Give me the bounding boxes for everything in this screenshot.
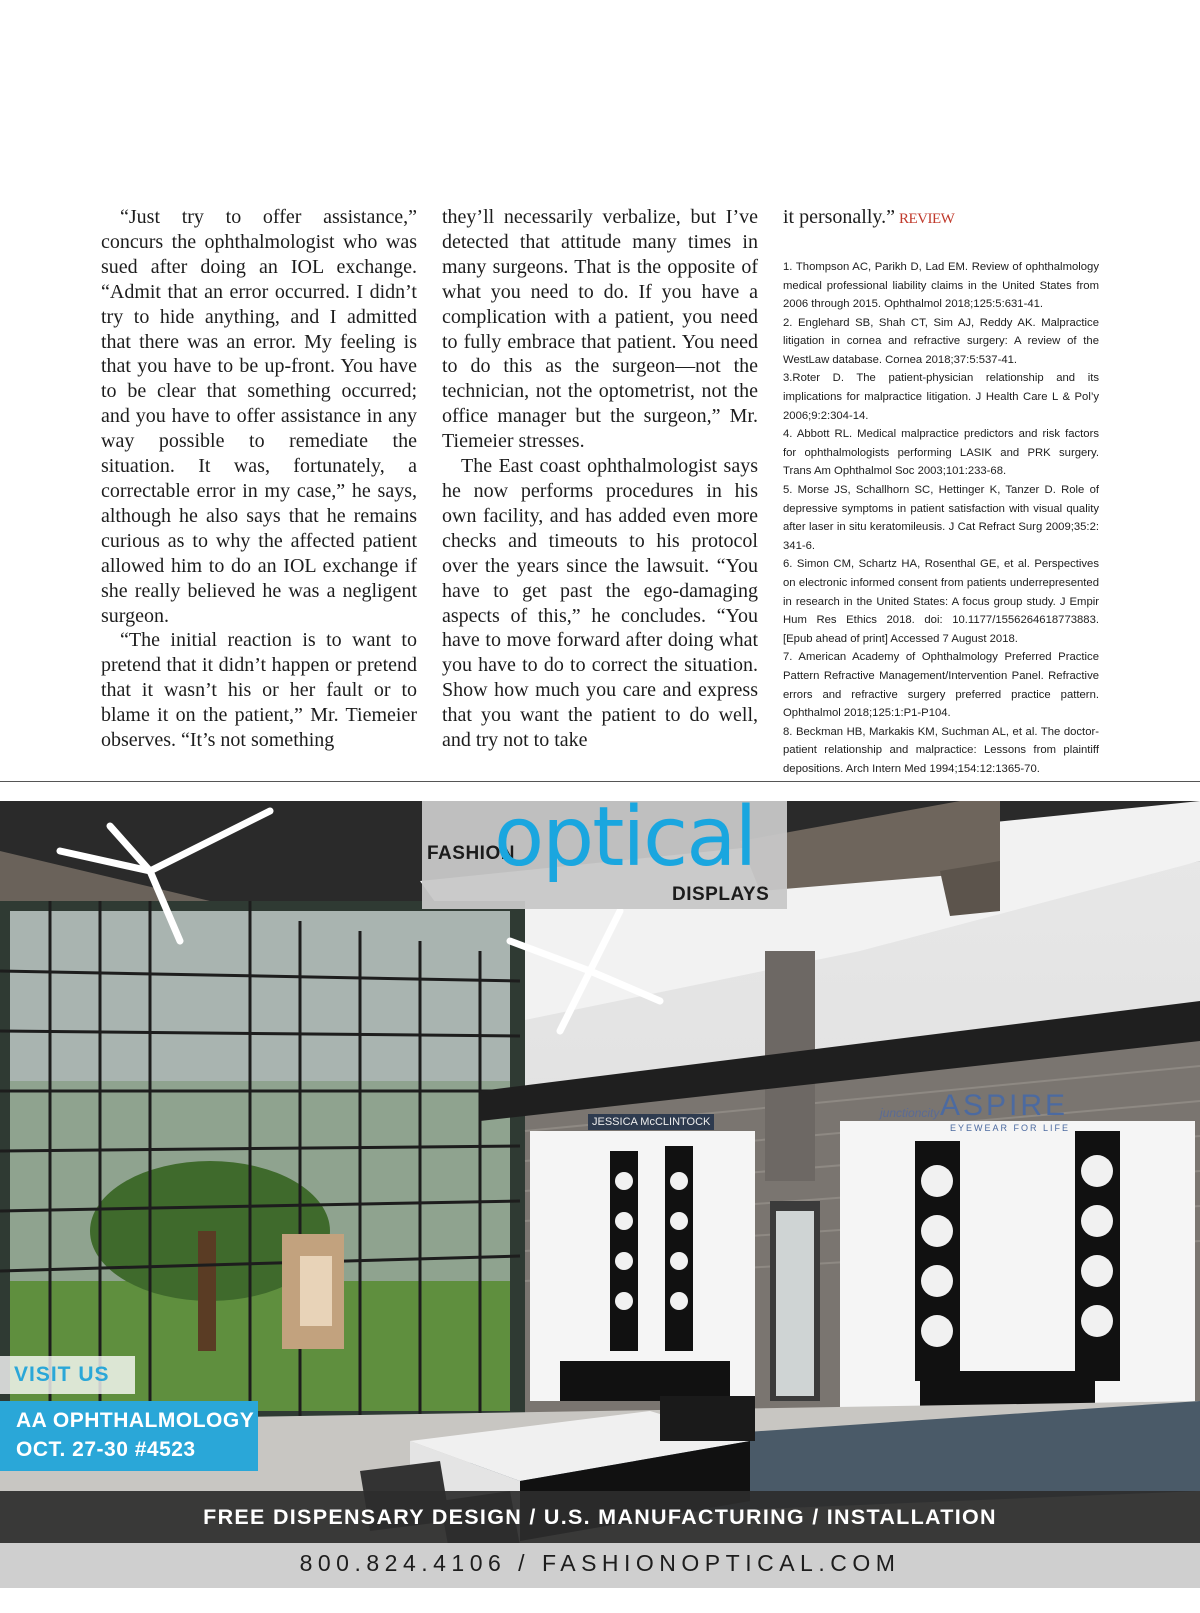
article-column-3 <box>783 205 1099 779</box>
contact-band[interactable] <box>0 1543 1200 1588</box>
paragraph: “The initial reaction is to want to pretend that it didn’t happen or pretend that it wasn’t his or her fault or to blame it on the patient,” Mr. Tiemeier observes. “It’s not something <box>101 629 417 752</box>
reference-item: 6. Simon CM, Schartz HA, Rosenthal GE, et al. Perspectives on electronic informed consent from patients underrepresented in research in the United States: A focus group study. J Empir Hum Res Ethics 2018. doi: 10.1177/1556264618773883. [Epub ahead of print] Accessed 7 August 2018. <box>783 558 1099 645</box>
brand-sign: junctioncity <box>880 1106 940 1120</box>
reference-item: 4. Abbott RL. Medical malpractice predictors and risk factors for ophthalmologists performing LASIK and PRK surgery. Trans Am Ophthalmol Soc 2003;101:233-68. <box>783 428 1099 478</box>
logo-optical-wordmark: optical <box>494 801 756 885</box>
visit-us-label: VISIT US <box>0 1356 135 1394</box>
article-page <box>0 0 1200 780</box>
logo-displays-text: DISPLAYS <box>672 884 770 905</box>
reference-item: 1. Thompson AC, Parikh D, Lad EM. Review of ophthalmology medical professional liability claims in the United States from 2006 through 2015. Ophthalmol 2018;125:5:631-41. <box>783 260 1099 311</box>
closing-text: it personally.” <box>783 206 896 228</box>
brand-sign: ASPIRE <box>940 1089 1069 1122</box>
reference-item: 5. Morse JS, Schallhorn SC, Hettinger K, Tanzer D. Role of depressive symptoms in patient satisfaction with visual quality after laser in situ keratomileusis. J Cat Refract Surg 2009;35:2: 341-6. <box>783 484 1099 552</box>
paragraph: “Just try to offer assistance,” concurs the ophthalmologist who was sued after doing an IOL exchange. “Admit that an error occurred. I didn’t try to hide anything, and I admitted that there was an error. My feeling is that you have to be up-front. You have to be clear that something occurred; and you have to offer assistance in any way possible to remediate the situation. It was, fortunately, a correctable error in my case,” he says, although he also says that he remains curious as to why the affected patient allowed him to do an IOL exchange if she really believed he was a negligent surgeon. <box>101 206 417 627</box>
reference-item: 3.Roter D. The patient-physician relationship and its implications for malpractice litigation. J Health Care L & Pol’y 2006;9:2:304-14. <box>783 372 1099 422</box>
paragraph: they’ll necessarily verbalize, but I’ve detected that attitude many times in many surgeons. That is the opposite of what you need to do. If you have a complication with a patient, you need to fully embrace that patient. You need to do this as the surgeon—not the technician, not the optometrist, not the office manager but the surgeon,” Mr. Tiemeier stresses. <box>442 206 758 453</box>
event-dates-booth: OCT. 27-30 #4523 <box>16 1438 196 1461</box>
section-divider <box>0 781 1200 782</box>
references-list <box>783 258 1099 779</box>
event-name: AA OPHTHALMOLOGY <box>16 1409 255 1432</box>
tagline-text: FREE DISPENSARY DESIGN / U.S. MANUFACTURING / INSTALLATION <box>203 1505 997 1529</box>
paragraph: The East coast ophthalmologist says he now performs procedures in his own facility, and has added even more checks and timeouts to his protocol over the years since the lawsuit. “You have to get past the ego-damaging aspects of this,” he concludes. “You have to move forward after doing what you have to do to correct the situation. Show how much you care and express that you want the patient to do well, and try not to take <box>442 455 758 752</box>
contact-link[interactable]: 800.824.4106 / FASHIONOPTICAL.COM <box>299 1550 901 1576</box>
reference-item: 2. Englehard SB, Shah CT, Sim AJ, Reddy AK. Malpractice litigation in cornea and refractive surgery: A review of the WestLaw database. Cornea 2018;37:5:537-41. <box>783 316 1099 366</box>
brand-sign: JESSICA McCLINTOCK <box>588 1114 714 1130</box>
article-column-1 <box>101 205 417 753</box>
tagline-band <box>0 1491 1200 1543</box>
review-end-mark: REVIEW <box>899 211 955 227</box>
article-column-2 <box>442 205 758 753</box>
closing-paragraph <box>783 205 1099 232</box>
event-box <box>0 1401 258 1471</box>
brand-sign: EYEWEAR FOR LIFE <box>950 1123 1071 1133</box>
reference-item: 8. Beckman HB, Markakis KM, Suchman AL, et al. The doctor-patient relationship and malpractice: Lessons from plaintiff depositions. Arch Intern Med 1994;154:12:1365-70. <box>783 725 1099 775</box>
advertisement[interactable] <box>0 801 1200 1588</box>
logo-fashion-text: FASHION <box>427 843 515 864</box>
reference-item: 7. American Academy of Ophthalmology Preferred Practice Pattern Refractive Management/Intervention Panel. Refractive errors and refractive surgery preferred practice pattern. Ophthalmol 2018;125:1:P1-P104. <box>783 651 1099 720</box>
